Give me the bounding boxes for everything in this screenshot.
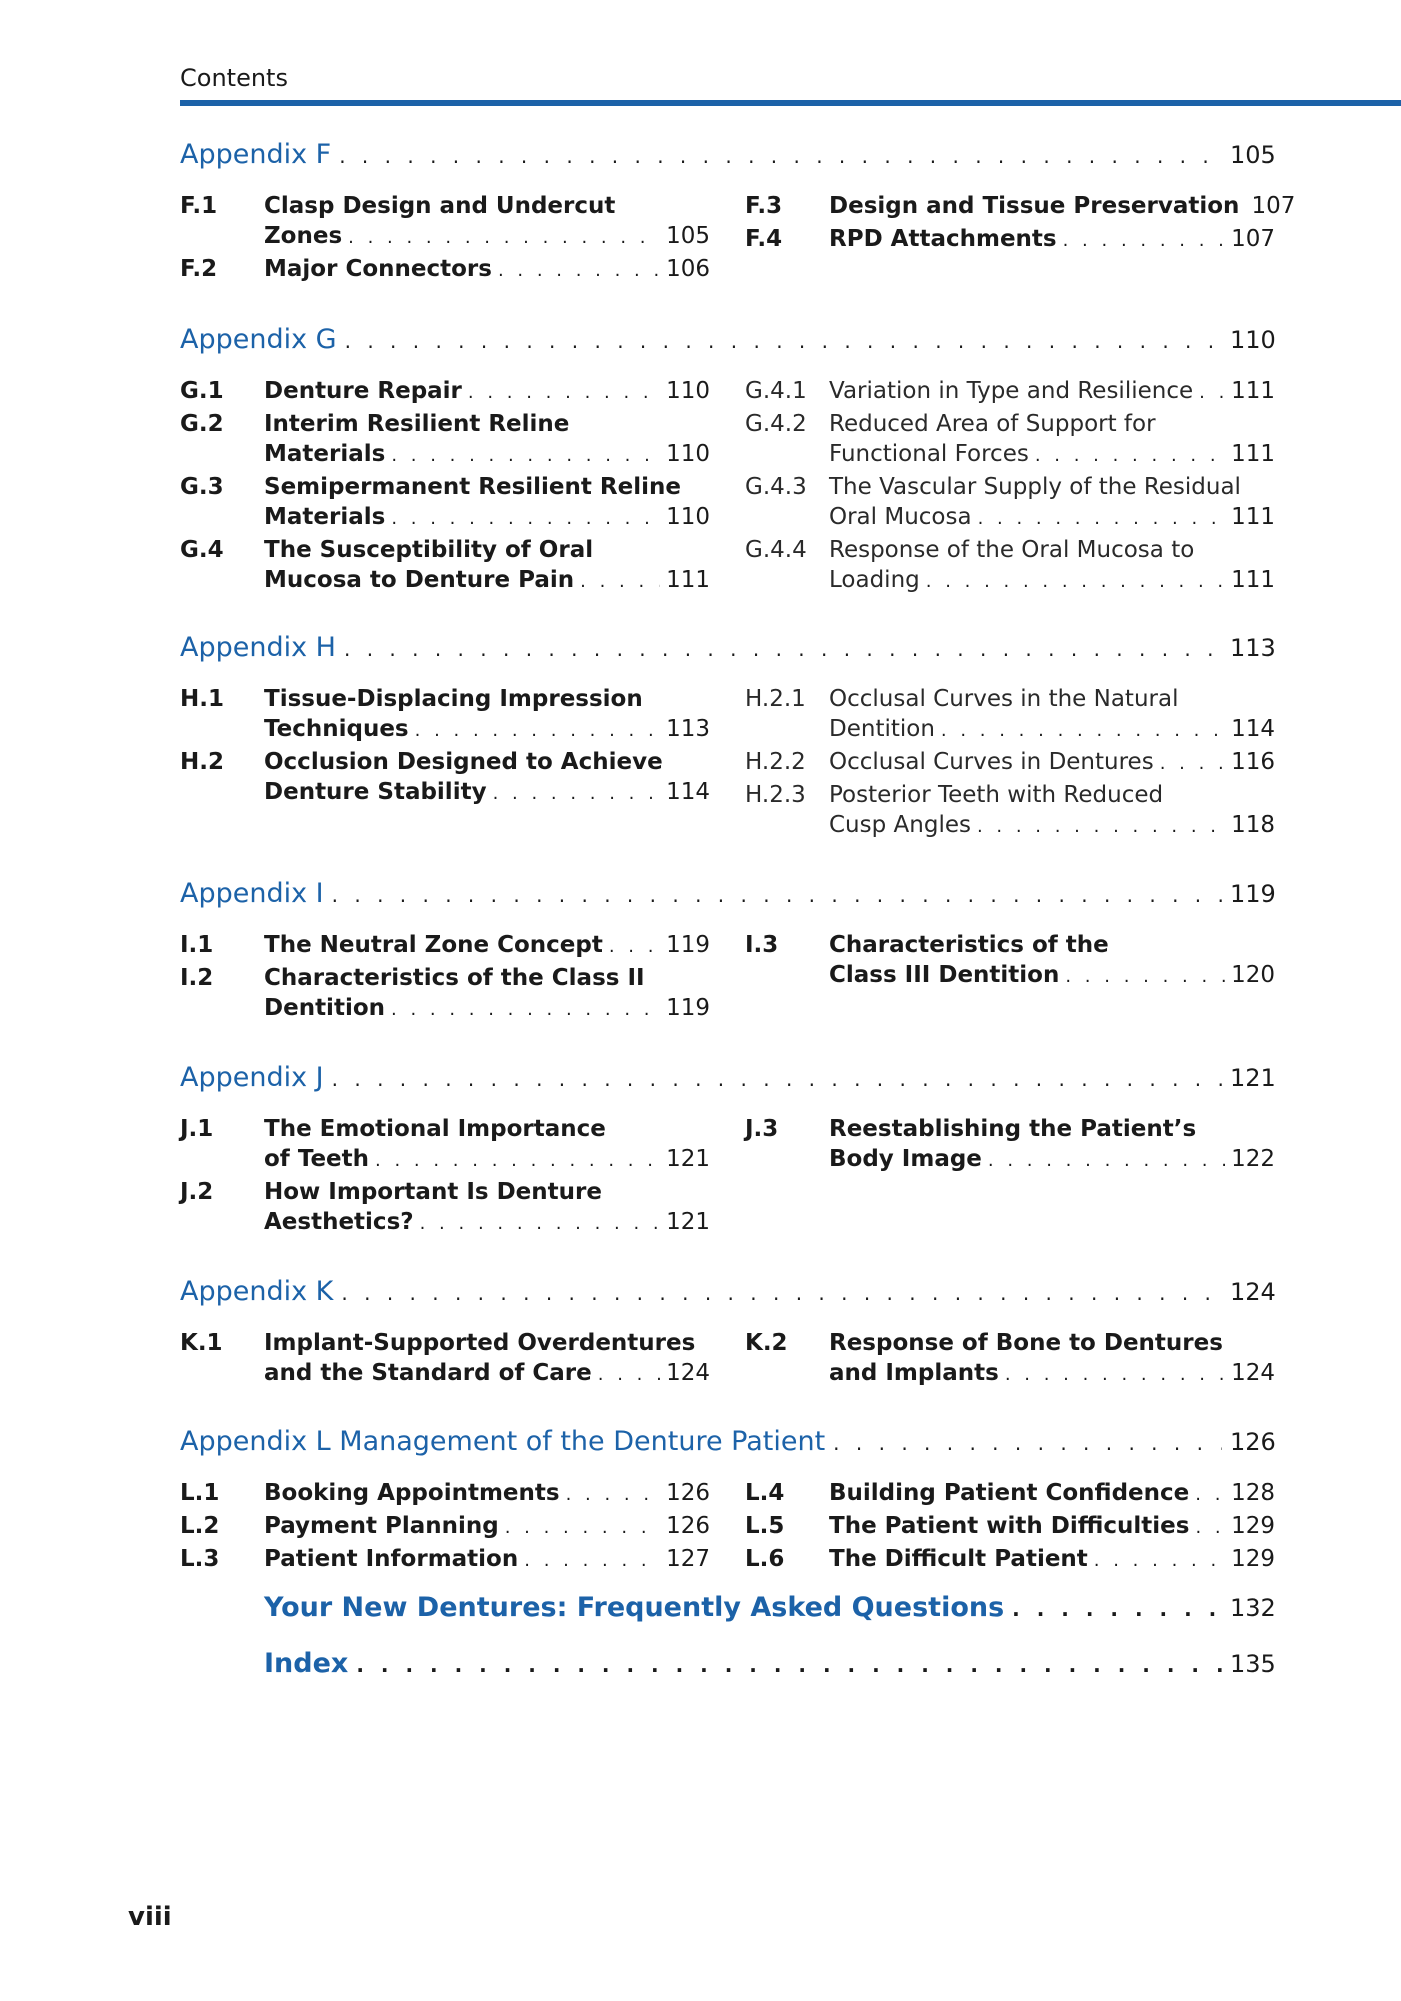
- dot-leader: [988, 1146, 1225, 1176]
- entry-line: [829, 1328, 1275, 1358]
- entry-title: Building Patient Confidence: [829, 1480, 1190, 1506]
- entry-page-number: 114: [1231, 716, 1275, 742]
- dot-leader: [1012, 1592, 1222, 1626]
- entry-title: Variation in Type and Resilience: [829, 378, 1194, 404]
- dot-leader: [493, 779, 660, 809]
- entry-line: [829, 714, 1275, 744]
- entry-body: [264, 1478, 710, 1508]
- toc-entry[interactable]: [180, 376, 710, 406]
- entry-title: Occlusal Curves in Dentures: [829, 749, 1154, 775]
- dot-leader: [926, 567, 1225, 597]
- dot-leader: [391, 441, 660, 471]
- appendix-page-number: 113: [1230, 634, 1276, 662]
- entry-body: [264, 747, 710, 807]
- entry-number: L.3: [180, 1546, 220, 1572]
- entry-page-number: 113: [666, 716, 710, 742]
- running-head: Contents: [180, 64, 288, 92]
- entry-body: [264, 1544, 710, 1574]
- entry-line: [264, 1544, 710, 1574]
- toc-entry[interactable]: [180, 535, 710, 595]
- entry-page-number: 116: [1231, 749, 1275, 775]
- entry-title: Reestablishing the Patient’s: [829, 1116, 1197, 1142]
- entry-number: H.2.2: [745, 749, 806, 775]
- dot-leader: [1065, 962, 1225, 992]
- entry-line: [829, 930, 1275, 960]
- appendix-title: Appendix G: [180, 324, 337, 355]
- entry-number: F.3: [745, 193, 783, 219]
- toc-entry[interactable]: [745, 1328, 1275, 1388]
- dot-leader: [356, 1648, 1222, 1682]
- dot-leader: [391, 995, 660, 1025]
- dot-leader: [566, 1480, 660, 1510]
- dot-leader: [941, 716, 1225, 746]
- entry-title: How Important Is Denture: [264, 1179, 602, 1205]
- entry-title: Patient Information: [264, 1546, 519, 1572]
- entry-line: [264, 1328, 710, 1358]
- toc-entry[interactable]: [180, 1114, 710, 1174]
- dot-leader: [833, 1426, 1222, 1460]
- appendix-heading[interactable]: [180, 323, 1274, 358]
- entry-body: [264, 191, 710, 251]
- dot-leader: [420, 1209, 660, 1239]
- entry-line: [264, 993, 710, 1023]
- entry-page-number: 111: [1231, 441, 1275, 467]
- entry-body: [829, 224, 1275, 254]
- entry-title: Mucosa to Denture Pain: [264, 567, 575, 593]
- entry-line: [829, 1511, 1275, 1541]
- entry-title: The Emotional Importance: [264, 1116, 606, 1142]
- entry-number: G.4: [180, 537, 224, 563]
- entry-title: Clasp Design and Undercut: [264, 193, 616, 219]
- back-matter-heading[interactable]: [264, 1591, 1274, 1626]
- entry-line: [829, 565, 1275, 595]
- entry-body: [264, 472, 710, 532]
- toc-entry[interactable]: [745, 780, 1275, 840]
- toc-entry[interactable]: [180, 409, 710, 469]
- toc-entry[interactable]: [745, 1511, 1275, 1541]
- entry-body: [829, 1114, 1275, 1174]
- entry-page-number: 122: [1231, 1146, 1275, 1172]
- dot-leader: [1035, 441, 1225, 471]
- toc-entry[interactable]: [180, 254, 710, 284]
- dot-leader: [1005, 1360, 1225, 1390]
- entry-line: [264, 1478, 710, 1508]
- entry-line: [264, 714, 710, 744]
- toc-entry[interactable]: [745, 747, 1275, 777]
- entry-line: [829, 191, 1296, 221]
- toc-entry[interactable]: [180, 472, 710, 532]
- entry-line: [829, 684, 1275, 714]
- entry-body: [829, 1478, 1275, 1508]
- entry-line: [829, 1544, 1275, 1574]
- entry-line: [264, 502, 710, 532]
- entry-number: L.5: [745, 1513, 785, 1539]
- entry-body: [829, 409, 1275, 469]
- toc-entry[interactable]: [180, 963, 710, 1023]
- entry-title: Dentition: [264, 995, 385, 1021]
- entry-page-number: 126: [666, 1480, 710, 1506]
- entry-page-number: 118: [1231, 812, 1275, 838]
- dot-leader: [524, 1546, 660, 1576]
- entry-line: [264, 963, 710, 993]
- entry-title: Interim Resilient Reline: [264, 411, 570, 437]
- entry-line: [829, 502, 1275, 532]
- dot-leader: [598, 1360, 660, 1390]
- dot-leader: [332, 878, 1222, 912]
- entry-number: G.2: [180, 411, 224, 437]
- entry-title: Tissue-Displacing Impression: [264, 686, 643, 712]
- entry-line: [829, 472, 1275, 502]
- entry-line: [264, 472, 710, 502]
- entry-line: [264, 747, 710, 777]
- appendix-page-number: 126: [1230, 1428, 1276, 1456]
- entry-body: [829, 376, 1275, 406]
- dot-leader: [1094, 1546, 1225, 1576]
- entry-body: [264, 963, 710, 1023]
- entry-title: Zones: [264, 223, 343, 249]
- toc-entry[interactable]: [745, 535, 1275, 595]
- entry-title: and the Standard of Care: [264, 1360, 592, 1386]
- dot-leader: [344, 632, 1222, 666]
- appendix-page-number: 119: [1230, 880, 1276, 908]
- dot-leader: [505, 1513, 660, 1543]
- dot-leader: [415, 716, 660, 746]
- entry-page-number: 111: [1231, 378, 1275, 404]
- entry-line: [264, 1177, 710, 1207]
- appendix-heading[interactable]: [180, 1275, 1274, 1310]
- entry-title: Body Image: [829, 1146, 982, 1172]
- entry-line: [264, 684, 710, 714]
- entry-title: Oral Mucosa: [829, 504, 972, 530]
- entry-page-number: 106: [666, 256, 710, 282]
- entry-title: Characteristics of the: [829, 932, 1109, 958]
- entry-title: Loading: [829, 567, 920, 593]
- entry-title: Semipermanent Resilient Reline: [264, 474, 681, 500]
- toc-entry[interactable]: [180, 191, 710, 251]
- entry-title: Techniques: [264, 716, 409, 742]
- entry-title: Implant-Supported Overdentures: [264, 1330, 696, 1356]
- entry-title: Occlusion Designed to Achieve: [264, 749, 663, 775]
- entry-title: Response of Bone to Dentures: [829, 1330, 1223, 1356]
- entry-body: [264, 930, 710, 960]
- entry-page-number: 111: [1231, 504, 1275, 530]
- entry-line: [829, 439, 1275, 469]
- entry-line: [264, 1358, 710, 1388]
- toc-entry[interactable]: [745, 191, 1296, 221]
- entry-title: Reduced Area of Support for: [829, 411, 1156, 437]
- entry-page-number: 107: [1231, 226, 1275, 252]
- entry-page-number: 110: [666, 504, 710, 530]
- toc-entry[interactable]: [745, 409, 1275, 469]
- entry-line: [829, 1478, 1275, 1508]
- entry-title: RPD Attachments: [829, 226, 1057, 252]
- entry-body: [264, 1177, 710, 1237]
- entry-line: [829, 747, 1275, 777]
- entry-body: [829, 472, 1275, 532]
- toc-entry[interactable]: [745, 930, 1275, 990]
- entry-title: Major Connectors: [264, 256, 492, 282]
- toc-entry[interactable]: [745, 224, 1275, 254]
- toc-entry[interactable]: [180, 1478, 710, 1508]
- entry-body: [264, 254, 710, 284]
- entry-number: H.2.1: [745, 686, 806, 712]
- entry-page-number: 124: [1231, 1360, 1275, 1386]
- entry-title: and Implants: [829, 1360, 999, 1386]
- entry-body: [829, 780, 1275, 840]
- entry-line: [264, 1511, 710, 1541]
- entry-page-number: 110: [666, 441, 710, 467]
- dot-leader: [391, 504, 660, 534]
- entry-title: The Patient with Difficulties: [829, 1513, 1190, 1539]
- entry-body: [829, 1328, 1275, 1388]
- entry-title: Denture Stability: [264, 779, 487, 805]
- entry-number: G.4.3: [745, 474, 807, 500]
- back-matter-heading[interactable]: [264, 1647, 1274, 1682]
- entry-line: [829, 409, 1275, 439]
- toc-entry[interactable]: [745, 1544, 1275, 1574]
- dot-leader: [339, 139, 1222, 173]
- dot-leader: [1195, 1480, 1225, 1510]
- toc-entry[interactable]: [180, 1328, 710, 1388]
- toc-entry[interactable]: [180, 747, 710, 807]
- entry-number: I.2: [180, 965, 214, 991]
- toc-entry[interactable]: [745, 1114, 1275, 1174]
- appendix-heading[interactable]: [180, 877, 1274, 912]
- entry-line: [829, 1114, 1275, 1144]
- dot-leader: [977, 812, 1225, 842]
- entry-page-number: 129: [1231, 1546, 1275, 1572]
- entry-number: G.4.1: [745, 378, 807, 404]
- dot-leader: [332, 1062, 1222, 1096]
- dot-leader: [1063, 226, 1225, 256]
- toc-entry[interactable]: [745, 472, 1275, 532]
- entry-number: K.2: [745, 1330, 788, 1356]
- entry-title: The Susceptibility of Oral: [264, 537, 594, 563]
- entry-title: Occlusal Curves in the Natural: [829, 686, 1179, 712]
- entry-page-number: 128: [1231, 1480, 1275, 1506]
- entry-body: [264, 535, 710, 595]
- back-matter-page-number: 132: [1230, 1594, 1276, 1622]
- header-rule: [180, 100, 1401, 106]
- entry-title: Denture Repair: [264, 378, 462, 404]
- entry-line: [829, 376, 1275, 406]
- dot-leader: [345, 324, 1222, 358]
- entry-number: H.1: [180, 686, 224, 712]
- entry-title: Response of the Oral Mucosa to: [829, 537, 1195, 563]
- appendix-title: Appendix H: [180, 632, 336, 663]
- entry-body: [264, 376, 710, 406]
- entry-page-number: 105: [666, 223, 710, 249]
- dot-leader: [1195, 1513, 1225, 1543]
- entry-line: [264, 439, 710, 469]
- entry-number: G.1: [180, 378, 224, 404]
- entry-number: J.3: [745, 1116, 779, 1142]
- entry-number: L.4: [745, 1480, 785, 1506]
- entry-title: Materials: [264, 504, 386, 530]
- entry-title: of Teeth: [264, 1146, 370, 1172]
- entry-line: [264, 376, 710, 406]
- entry-body: [829, 535, 1275, 595]
- appendix-page-number: 121: [1230, 1064, 1276, 1092]
- entry-title: Cusp Angles: [829, 812, 971, 838]
- entry-title: Functional Forces: [829, 441, 1029, 467]
- entry-page-number: 124: [666, 1360, 710, 1386]
- entry-number: F.2: [180, 256, 218, 282]
- entry-page-number: 126: [666, 1513, 710, 1539]
- dot-leader: [348, 223, 660, 253]
- entry-title: Design and Tissue Preservation: [829, 193, 1240, 219]
- dot-leader: [468, 378, 660, 408]
- entry-body: [264, 1511, 710, 1541]
- entry-page-number: 121: [666, 1209, 710, 1235]
- dot-leader: [1160, 749, 1225, 779]
- dot-leader: [978, 504, 1225, 534]
- entry-number: I.1: [180, 932, 214, 958]
- entry-line: [829, 1358, 1275, 1388]
- entry-line: [829, 1144, 1275, 1174]
- entry-line: [829, 810, 1275, 840]
- appendix-heading[interactable]: [180, 1425, 1274, 1460]
- toc-entry[interactable]: [745, 684, 1275, 744]
- toc-entry[interactable]: [745, 1478, 1275, 1508]
- entry-page-number: 110: [666, 378, 710, 404]
- entry-number: J.2: [180, 1179, 214, 1205]
- entry-body: [829, 930, 1275, 990]
- entry-body: [829, 747, 1275, 777]
- toc-entry[interactable]: [180, 930, 710, 960]
- page-folio: viii: [128, 1902, 172, 1932]
- entry-line: [829, 224, 1275, 254]
- appendix-page-number: 124: [1230, 1278, 1276, 1306]
- back-matter-title: Index: [264, 1648, 349, 1679]
- entry-body: [829, 191, 1296, 221]
- entry-page-number: 114: [666, 779, 710, 805]
- dot-leader: [375, 1146, 660, 1176]
- entry-page-number: 107: [1251, 193, 1296, 219]
- entry-title: Class III Dentition: [829, 962, 1060, 988]
- entry-line: [264, 1114, 710, 1144]
- entry-title: Booking Appointments: [264, 1480, 560, 1506]
- entry-title: The Difficult Patient: [829, 1546, 1088, 1572]
- entry-number: G.4.4: [745, 537, 807, 563]
- appendix-title: Appendix I: [180, 878, 324, 909]
- entry-page-number: 127: [666, 1546, 710, 1572]
- entry-line: [264, 221, 710, 251]
- entry-number: G.4.2: [745, 411, 807, 437]
- toc-entry[interactable]: [745, 376, 1275, 406]
- toc-entry[interactable]: [180, 1177, 710, 1237]
- dot-leader: [580, 567, 660, 597]
- entry-title: Aesthetics?: [264, 1209, 414, 1235]
- appendix-heading[interactable]: [180, 138, 1274, 173]
- entry-number: L.2: [180, 1513, 220, 1539]
- entry-number: I.3: [745, 932, 779, 958]
- appendix-page-number: 110: [1230, 326, 1276, 354]
- entry-title: Dentition: [829, 716, 935, 742]
- entry-body: [264, 1328, 710, 1388]
- appendix-title: Appendix F: [180, 139, 332, 170]
- entry-number: F.4: [745, 226, 783, 252]
- entry-line: [264, 535, 710, 565]
- appendix-title: Appendix J: [180, 1062, 324, 1093]
- back-matter-title: Your New Dentures: Frequently Asked Questions: [264, 1592, 1005, 1623]
- entry-page-number: 129: [1231, 1513, 1275, 1539]
- entry-page-number: 119: [666, 932, 710, 958]
- dot-leader: [1199, 378, 1225, 408]
- entry-page-number: 111: [1231, 567, 1275, 593]
- entry-number: H.2: [180, 749, 224, 775]
- entry-line: [264, 1207, 710, 1237]
- entry-body: [829, 684, 1275, 744]
- entry-body: [829, 1511, 1275, 1541]
- entry-number: H.2.3: [745, 782, 806, 808]
- entry-title: Materials: [264, 441, 386, 467]
- appendix-title: Appendix L Management of the Denture Patient: [180, 1426, 826, 1457]
- entry-line: [264, 409, 710, 439]
- entry-number: G.3: [180, 474, 224, 500]
- entry-title: Posterior Teeth with Reduced: [829, 782, 1164, 808]
- toc-entry[interactable]: [180, 1511, 710, 1541]
- entry-body: [264, 409, 710, 469]
- entry-page-number: 111: [666, 567, 710, 593]
- entry-body: [264, 684, 710, 744]
- entry-page-number: 119: [666, 995, 710, 1021]
- entry-line: [264, 1144, 710, 1174]
- entry-line: [264, 565, 710, 595]
- entry-page-number: 120: [1231, 962, 1275, 988]
- entry-title: The Neutral Zone Concept: [264, 932, 603, 958]
- appendix-page-number: 105: [1230, 141, 1276, 169]
- entry-line: [829, 960, 1275, 990]
- entry-body: [264, 1114, 710, 1174]
- entry-line: [264, 777, 710, 807]
- entry-line: [829, 535, 1275, 565]
- entry-number: F.1: [180, 193, 218, 219]
- entry-line: [264, 191, 710, 221]
- entry-page-number: 121: [666, 1146, 710, 1172]
- appendix-heading[interactable]: [180, 631, 1274, 666]
- entry-title: Payment Planning: [264, 1513, 499, 1539]
- dot-leader: [341, 1276, 1222, 1310]
- entry-title: Characteristics of the Class II: [264, 965, 645, 991]
- back-matter-page-number: 135: [1230, 1650, 1276, 1678]
- entry-number: L.6: [745, 1546, 785, 1572]
- toc-entry[interactable]: [180, 1544, 710, 1574]
- entry-number: K.1: [180, 1330, 223, 1356]
- entry-number: L.1: [180, 1480, 220, 1506]
- entry-line: [829, 780, 1275, 810]
- dot-leader: [498, 256, 660, 286]
- toc-entry[interactable]: [180, 684, 710, 744]
- entry-title: The Vascular Supply of the Residual: [829, 474, 1241, 500]
- entry-line: [264, 930, 710, 960]
- entry-number: J.1: [180, 1116, 214, 1142]
- entry-line: [264, 254, 710, 284]
- appendix-heading[interactable]: [180, 1061, 1274, 1096]
- entry-body: [829, 1544, 1275, 1574]
- appendix-title: Appendix K: [180, 1276, 334, 1307]
- dot-leader: [609, 932, 660, 962]
